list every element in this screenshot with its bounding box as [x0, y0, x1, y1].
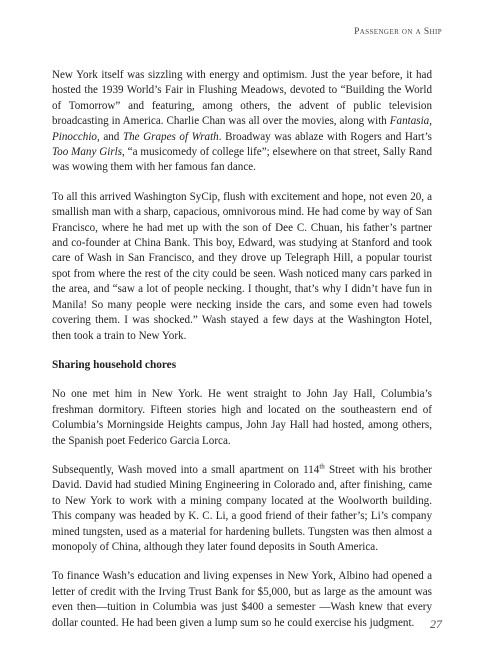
- paragraph-apartment: [52, 463, 432, 555]
- paragraph-finances: To finance Wash’s education and living expenses in New York, Albino had opened a letter of credit with the Irving Trust Bank for $5,000, but as large as the amount was even then—tuition in Columbia was just $400 a semester —Wash knew that every dollar counted. He had been given a lump sum so he could exercise his judgment.: [52, 570, 432, 629]
- page-number: 27: [430, 617, 442, 631]
- paragraph-john-jay-hall: No one met him in New York. He went straight to John Jay Hall, Columbia’s freshman dormitory. Fifteen stories high and located on the southeastern end of Columbia’s Morningside Heights campus, John Jay Hall had hosted, among others, the Spanish poet Federico Garcia Lorca.: [52, 388, 432, 447]
- running-head: Passenger on a Ship: [354, 27, 442, 37]
- text-span: Street with his brother David. David had studied Mining Engineering in Colorado and, after finishing, came to New York to work with a mining company located at the Woolworth building. This company was headed by K. C. Li, a good friend of their father’s; Li’s company mined tungsten, used as a material for hardening bullets. Tungsten was then almost a monopoly of China, although they later found deposits in South America.: [52, 463, 432, 553]
- text-span: , “a musicomedy of college life”; elsewhere on that street, Sally Rand was wowing them with her famous fan dance.: [52, 146, 432, 174]
- text-span: , and: [96, 130, 123, 143]
- paragraph-arrival: To all this arrived Washington SyCip, flush with excitement and hope, not even 20, a smallish man with a sharp, capacious, omnivorous mind. He had come by way of San Francisco, where he had met up with the son of Dee C. Chuan, his father’s partner and co-founder at China Bank. This boy, Edward, was studying at Stanford and took care of Wash in San Francisco, and they drove up Telegraph Hill, a popular tourist spot from where the rest of the city could be seen. Wash noticed many cars parked in the area, and “saw a lot of people necking. I thought, that’s why I didn’t have fun in Manila! So many people were necking inside the cars, and some even had towels covering them. I was shocked.” Wash stayed a few days at the Washington Hotel, then took a train to New York.: [52, 190, 432, 342]
- ordinal-superscript: th: [319, 462, 325, 471]
- text-span: New York itself was sizzling with energy and optimism. Just the year before, it had hosted the 1939 World’s Fair in Flushing Meadows, devoted to “Building the World of Tomorrow” and featuring, among others, the advent of public television broadcasting in America. Charlie Chan was all over the movies, along with: [52, 69, 432, 128]
- text-span: . Broadway was ablaze with Rogers and Hart’s: [218, 130, 432, 143]
- film-title-grapes-of-wrath: The Grapes of Wrath: [122, 130, 219, 143]
- text-span: Subsequently, Wash moved into a small apartment on 114: [52, 463, 320, 476]
- page-body: [52, 68, 432, 645]
- text-span: ,: [429, 115, 432, 128]
- section-heading: Sharing household chores: [52, 358, 177, 371]
- show-title-too-many-girls: Too Many Girls: [52, 146, 123, 159]
- film-title-fantasia: Fantasia: [389, 115, 430, 128]
- film-title-pinocchio: Pinocchio: [52, 130, 97, 143]
- paragraph-new-york: [52, 68, 432, 176]
